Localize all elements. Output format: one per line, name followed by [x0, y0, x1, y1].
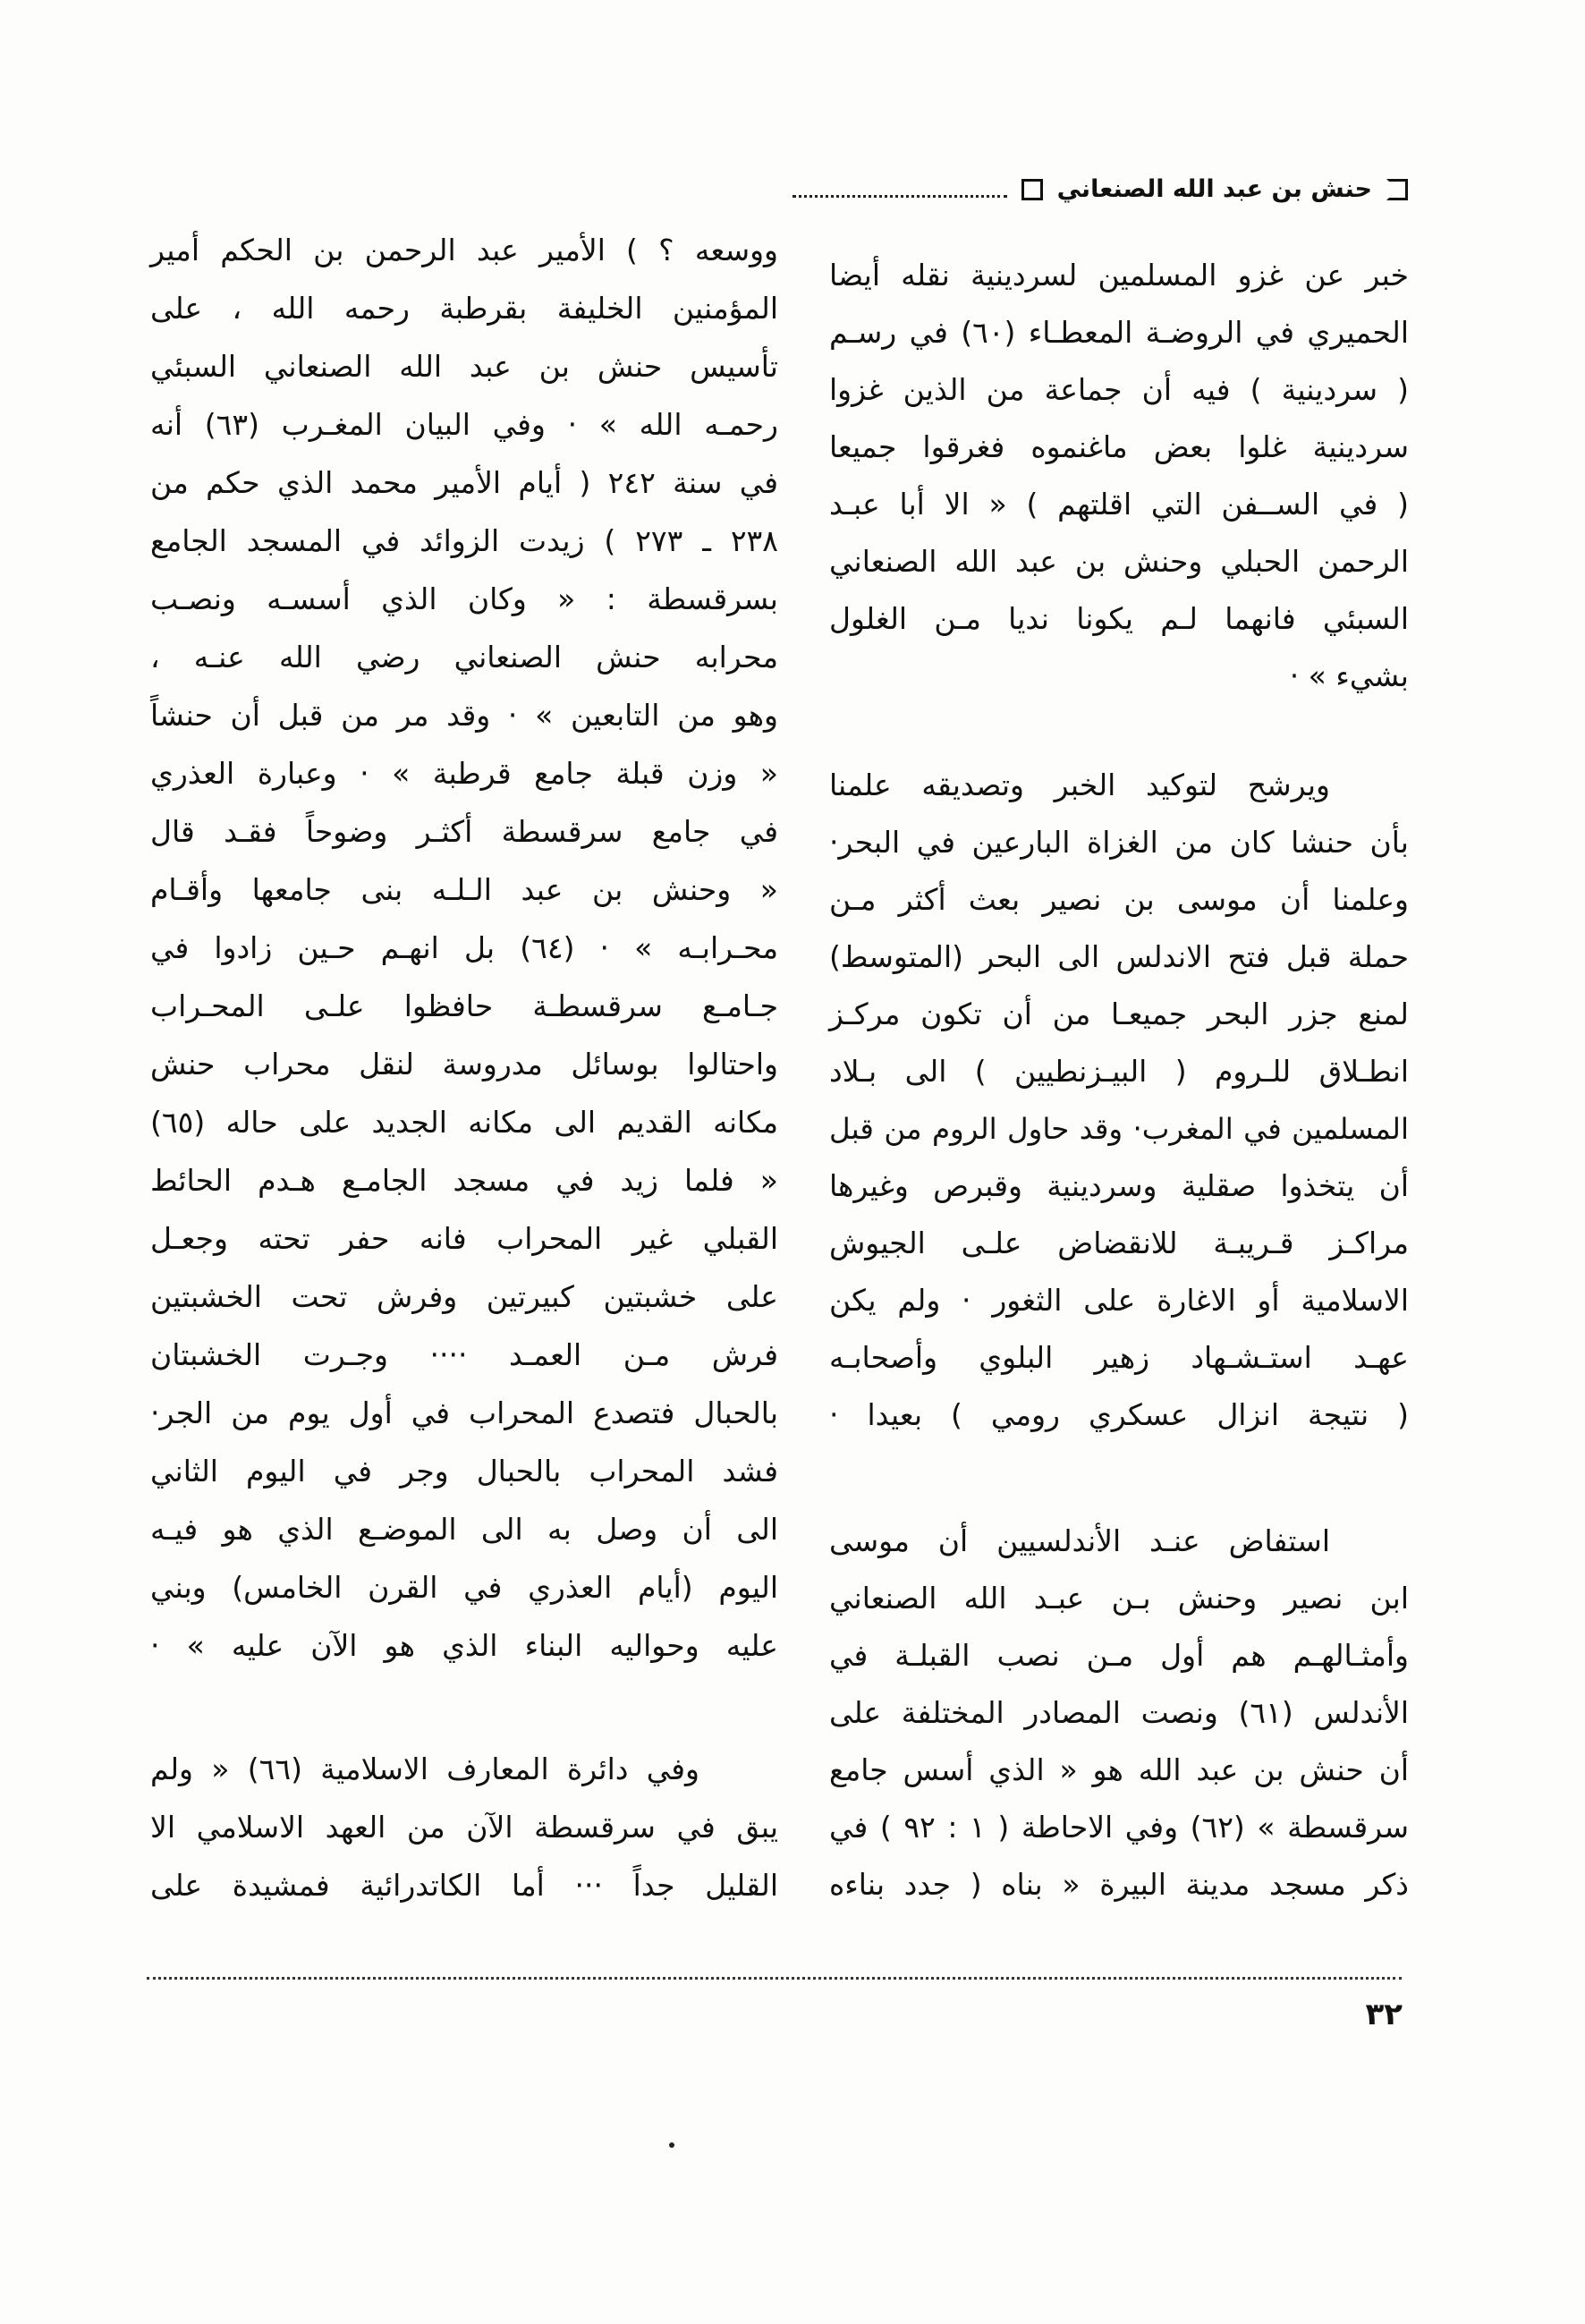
text-line: ( في الســفن التي اقلتهم ) « الا أبا عبـد	[829, 487, 1409, 522]
text-line: محرابه حنش الصنعاني رضي الله عنـه ،	[150, 640, 778, 674]
text-line: عليه وحواليه البناء الذي هو الآن عليه » ·	[150, 1628, 778, 1663]
text-line: القبلي غير المحراب فانه حفر تحته وجعـل	[150, 1221, 778, 1256]
text-line: « فلما زيد في مسجد الجامـع هـدم الحائط	[150, 1163, 778, 1198]
text-line: أن حنش بن عبد الله هو « الذي أسس جامع	[829, 1752, 1409, 1787]
text-line: محـرابـه » · (٦٤) بل انهـم حـين زادوا في	[150, 930, 778, 965]
text-line: واحتالوا بوسائل مدروسة لنقل محراب حنش	[150, 1047, 778, 1081]
text-line: الحميري في الروضـة المعطـاء (٦٠) في رسـم	[829, 315, 1409, 350]
text-line: جـامـع سرقسطـة حافظوا علـى المحـراب	[150, 988, 778, 1023]
text-line: عهـد استـشـهاد زهير البلوي وأصحابـه	[829, 1340, 1409, 1375]
text-line: يبق في سرقسطة الآن من العهد الاسلامي الا	[150, 1810, 778, 1845]
text-line: تأسيس حنش بن عبد الله الصنعاني السبئي	[150, 349, 778, 384]
paragraph	[829, 757, 1409, 1444]
text-line: « وزن قبلة جامع قرطبة » · وعبارة العذري	[150, 756, 778, 791]
text-line: ( نتيجة انزال عسكري رومي ) بعيدا ·	[829, 1397, 1409, 1432]
text-line: سرقسطة » (٦٢) وفي الاحاطة ( ١ : ٩٢ ) في	[829, 1810, 1409, 1845]
text-line: سردينية غلوا بعض ماغنموه فغرقوا جميعا	[829, 429, 1409, 464]
running-header	[792, 172, 1408, 208]
header-bracket-icon	[1386, 179, 1408, 200]
text-line: ٢٣٨ ـ ٢٧٣ ) زيدت الزوائد في المسجد الجامع	[150, 523, 778, 558]
text-line: وأمثـالهـم هم أول مـن نصب القبلـة في	[829, 1638, 1409, 1673]
text-line: استفاض عنـد الأندلسيين أن موسى	[829, 1523, 1330, 1558]
text-line: ابن نصير وحنش بـن عبـد الله الصنعاني	[829, 1581, 1409, 1616]
text-line: مكانه القديم الى مكانه الجديد على حاله (٦٥)	[150, 1105, 778, 1140]
text-line: الرحمن الحبلي وحنش بن عبد الله الصنعاني	[829, 544, 1409, 579]
text-line: السبئي فانهما لـم يكونا نديا مـن الغلول	[829, 601, 1409, 636]
text-line: حملة قبل فتح الاندلس الى البحر (المتوسط)	[829, 939, 1409, 974]
header-square-icon	[1021, 179, 1043, 200]
text-line: وهو من التابعين » · وقد مر من قبل أن حنشاً	[150, 698, 778, 733]
text-line: بأن حنشا كان من الغزاة البارعين في البحر·	[829, 825, 1409, 860]
text-line: أن يتخذوا صقلية وسردينية وقبرص وغيرها	[829, 1168, 1409, 1203]
paragraph	[150, 1740, 778, 1914]
footer-dotted-rule	[147, 1977, 1402, 1980]
running-title: حنش بن عبد الله الصنعاني	[1056, 175, 1372, 203]
text-line: المؤمنين الخليفة بقرطبة رحمه الله ، على	[150, 291, 778, 326]
text-line: ووسعه ؟ ) الأمير عبد الرحمن بن الحكم أمير	[150, 233, 778, 267]
text-line: القليل جداً ··· أما الكاتدرائية فمشيدة على	[150, 1868, 778, 1903]
text-line: فرش مـن العمـد ···· وجـرت الخشبتان	[150, 1337, 778, 1372]
text-line: بسرقسطة : « وكان الذي أسسـه ونصـب	[150, 581, 778, 616]
paragraph	[829, 247, 1409, 705]
page-number: ٣٢	[1365, 1997, 1403, 2032]
text-line: ويرشح لتوكيد الخبر وتصديقه علمنا	[829, 768, 1330, 802]
text-line: في جامع سرقسطة أكثـر وضوحاً فقـد قال	[150, 814, 778, 849]
text-line: على خشبتين كبيرتين وفرش تحت الخشبتين	[150, 1279, 778, 1314]
text-line: مراكـز قـريبـة للانقضاض علـى الجيوش	[829, 1226, 1409, 1260]
text-line: الاسلامية أو الاغارة على الثغور · ولم يكن	[829, 1283, 1409, 1318]
scan-speck	[669, 2142, 674, 2148]
text-line: بالحبال فتصدع المحراب في أول يوم من الجر·	[150, 1395, 778, 1430]
text-line: انطـلاق للـروم ( البيـزنطيين ) الى بـلاد	[829, 1054, 1409, 1089]
text-line: ذكر مسجد مدينة البيرة « بناه ( جدد بناءه	[829, 1867, 1409, 1902]
text-line: لمنع جزر البحر جميعـا من أن تكون مركـز	[829, 997, 1409, 1031]
text-line: وعلمنا أن موسى بن نصير بعث أكثر مـن	[829, 882, 1409, 917]
paragraph	[829, 1513, 1409, 1913]
text-line: رحمـه الله » · وفي البيان المغـرب (٦٣) أنه	[150, 407, 778, 442]
paragraph	[150, 221, 778, 1675]
text-line: المسلمين في المغرب· وقد حاول الروم من قبل	[829, 1112, 1409, 1146]
text-line: « وحنش بن عبد الـلـه بنى جامعها وأقـام	[150, 872, 778, 907]
text-line: الى أن وصل به الى الموضـع الذي هو فيـه	[150, 1512, 778, 1547]
text-line: اليوم (أيام العذري في القرن الخامس) وبني	[150, 1570, 778, 1605]
text-line: الأندلس (٦١) ونصت المصادر المختلفة على	[829, 1695, 1409, 1730]
text-line: فشد المحراب بالحبال وجر في اليوم الثاني	[150, 1454, 778, 1489]
header-dotted-rule	[792, 195, 1007, 198]
text-line: بشيء » ·	[1289, 658, 1409, 693]
text-line: وفي دائرة المعارف الاسلامية (٦٦) « ولم	[150, 1751, 699, 1786]
text-line: في سنة ٢٤٢ ( أيام الأمير محمد الذي حكم من	[150, 465, 779, 500]
text-line: ( سردينية ) فيه أن جماعة من الذين غزوا	[829, 372, 1409, 407]
text-line: خبر عن غزو المسلمين لسردينية نقله أيضا	[829, 258, 1409, 293]
